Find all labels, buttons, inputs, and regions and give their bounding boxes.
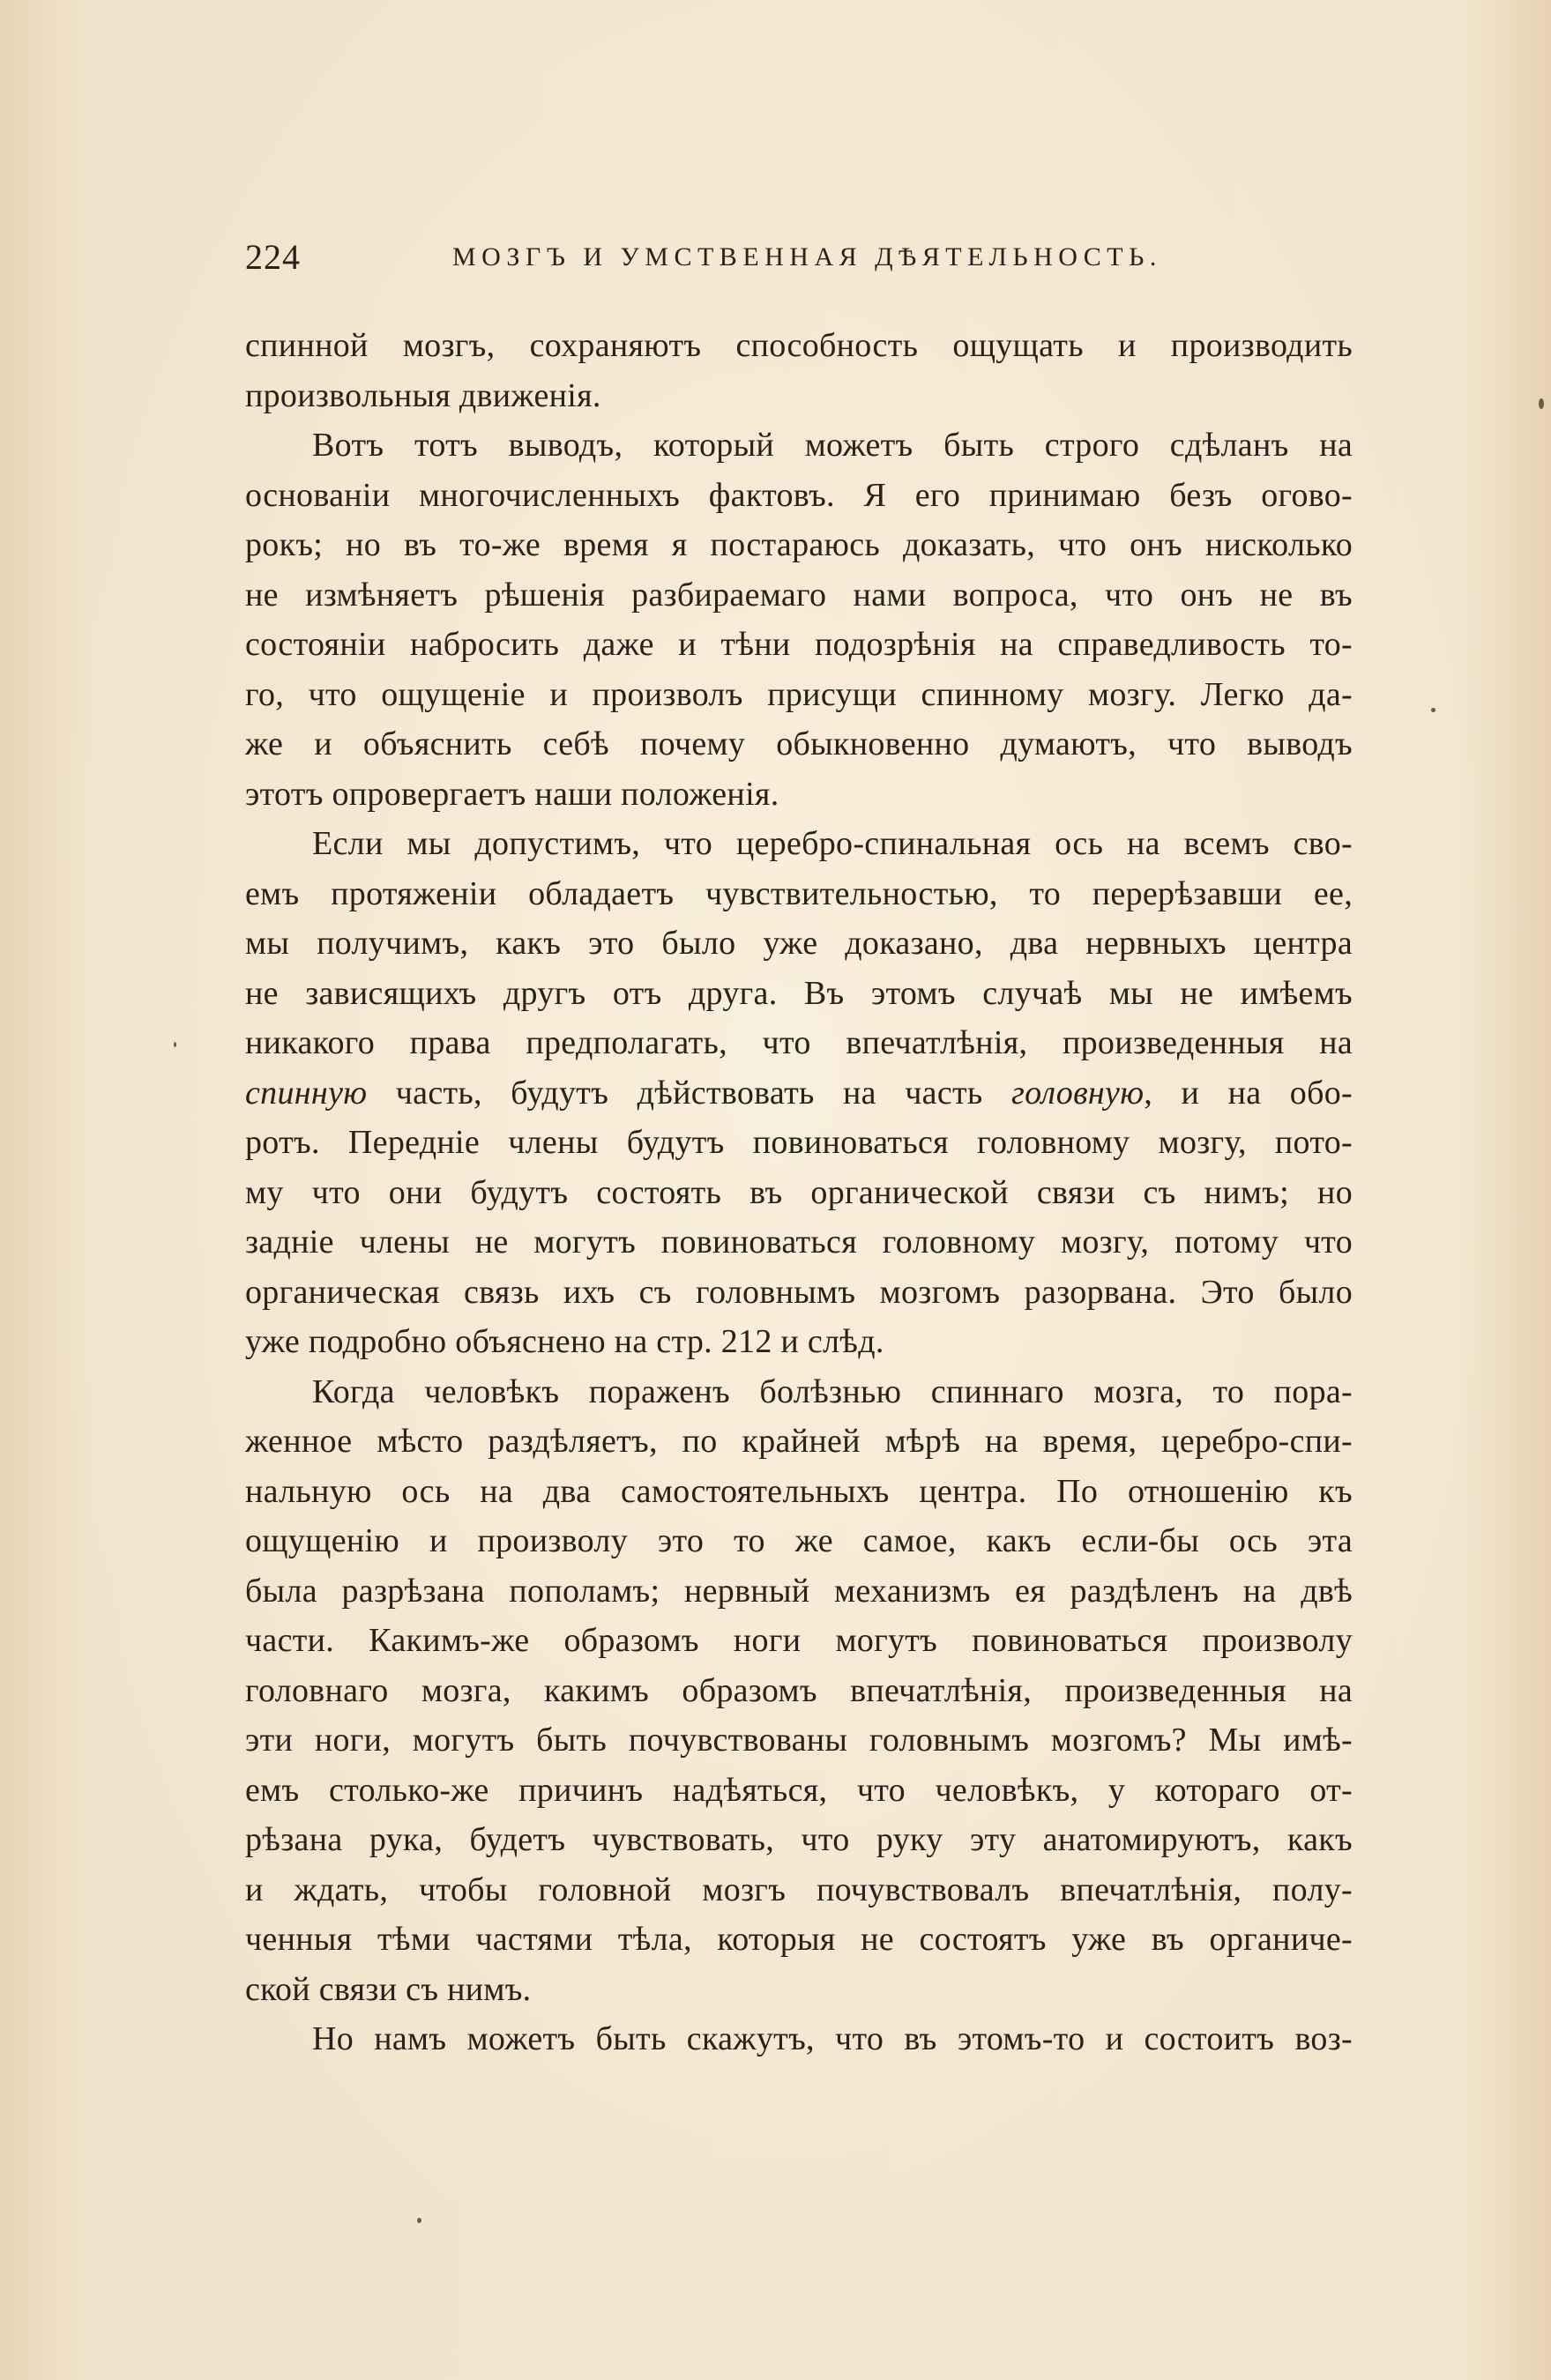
text-line: ощущенію и произволу это то же самое, какъ если-бы ось эта (245, 1522, 1353, 1559)
text-line: Вотъ тотъ выводъ, который можетъ быть строго сдѣланъ на (312, 427, 1353, 464)
text-line: и ждать, чтобы головной мозгъ почувствовалъ впечатлѣнія, полу- (245, 1871, 1353, 1908)
paper-speck (417, 2218, 421, 2223)
text-fragment: , и на обо- (1144, 1074, 1353, 1112)
text-line: рѣзана рука, будетъ чувствовать, что руку эту анатомируютъ, какъ (245, 1821, 1353, 1858)
text-line: Когда человѣкъ пораженъ болѣзнью спиннаго мозга, то пора- (312, 1372, 1353, 1410)
paper-speck (1431, 708, 1435, 712)
text-line: была разрѣзана пополамъ; нервный механизмъ ея раздѣленъ на двѣ (245, 1572, 1353, 1610)
text-line-with-emphasis (245, 1068, 1353, 1119)
running-title: МОЗГЪ И УМСТВЕННАЯ ДѢЯТЕЛЬНОСТЬ. (452, 242, 1162, 271)
paper-speck (174, 1042, 176, 1047)
text-line: ротъ. Передніе члены будутъ повиноваться головному мозгу, пото- (245, 1124, 1353, 1161)
text-line: части. Какимъ-же образомъ ноги могутъ повиноваться произволу (245, 1622, 1353, 1659)
text-line: спинной мозгъ, сохраняютъ способность ощущать и производить (245, 327, 1353, 364)
text-line: этотъ опровергаетъ наши положенія. (245, 775, 779, 813)
text-line: го, что ощущеніе и произволъ присущи спинному мозгу. Легко да- (245, 675, 1353, 713)
text-line: мы получимъ, какъ это было уже доказано, два нервныхъ центра (245, 925, 1353, 962)
text-line: органическая связь ихъ съ головнымъ мозгомъ разорвана. Это было (245, 1273, 1353, 1311)
text-line: женное мѣсто раздѣляетъ, по крайней мѣрѣ на время, церебро-спи- (245, 1423, 1353, 1460)
text-line: Но намъ можетъ быть скажутъ, что въ этомъ-то и состоитъ воз- (312, 2020, 1353, 2057)
text-line: головнаго мозга, какимъ образомъ впечатлѣнія, произведенныя на (245, 1671, 1353, 1709)
text-line: не зависящихъ другъ отъ друга. Въ этомъ случаѣ мы не имѣемъ (245, 974, 1353, 1012)
text-line: емъ протяженіи обладаетъ чувствительностью, то перерѣзавши ее, (245, 874, 1353, 912)
body-text (245, 321, 1353, 2064)
text-line: произвольныя движенія. (245, 376, 601, 414)
text-line: ченныя тѣми частями тѣла, которыя не состоятъ уже въ органиче- (245, 1921, 1353, 1958)
text-line: емъ столько-же причинъ надѣяться, что человѣкъ, у котораго от- (245, 1771, 1353, 1809)
text-line: не измѣняетъ рѣшенія разбираемаго нами вопроса, что онъ не въ (245, 576, 1353, 614)
text-line: му что они будутъ состоять въ органической связи съ нимъ; но (245, 1173, 1353, 1211)
text-line: задніе члены не могутъ повиноваться головному мозгу, потому что (245, 1223, 1353, 1261)
text-line: состояніи набросить даже и тѣни подозрѣнія на справедливость то- (245, 626, 1353, 663)
text-line: уже подробно объяснено на стр. 212 и слѣд. (245, 1323, 884, 1360)
emphasis-word: головную (1010, 1074, 1145, 1112)
text-line: нальную ось на два самостоятельныхъ центра. По отношенію къ (245, 1472, 1353, 1510)
text-line: рокъ; но въ то-же время я постараюсь доказать, что онъ нисколько (245, 526, 1353, 563)
paper-speck (1539, 398, 1544, 409)
text-line: основаніи многочисленныхъ фактовъ. Я его принимаю безъ огово- (245, 476, 1353, 514)
text-line: же и объяснить себѣ почему обыкновенно думаютъ, что выводъ (245, 725, 1353, 762)
text-line: ской связи съ нимъ. (245, 1970, 532, 2008)
page-number: 224 (245, 237, 301, 277)
emphasis-word: спинную (245, 1074, 368, 1112)
text-line: никакого права предполагать, что впечатлѣнія, произведенныя на (245, 1024, 1353, 1061)
text-line: Если мы допустимъ, что церебро-спинальная ось на всемъ сво- (312, 825, 1353, 862)
text-fragment: часть, будутъ дѣйствовать на часть (367, 1074, 1011, 1112)
page-header (245, 231, 1353, 284)
text-line: эти ноги, могутъ быть почувствованы головнымъ мозгомъ? Мы имѣ- (245, 1722, 1353, 1759)
